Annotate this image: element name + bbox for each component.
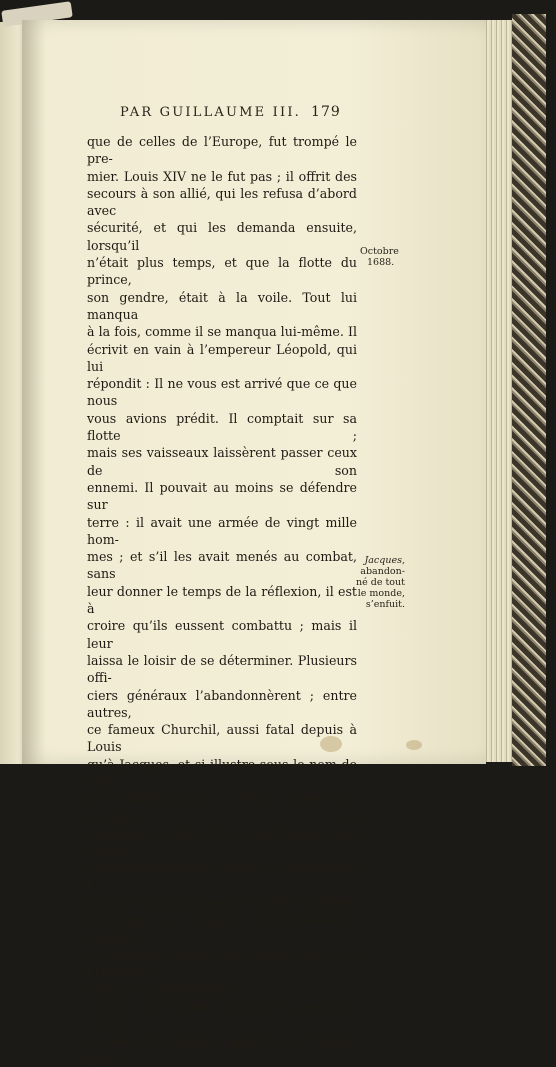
text-line: Anne, l’abandonnèrent. [87,981,237,997]
text-line: un de ses gendres, quitté par l’autre, ayant [87,1033,357,1066]
text-line: nant général dans l’armée ; cependant il le [87,860,357,893]
text-line: créature, le frère de sa maîtresse, son lieute- [87,825,357,859]
page-edges [484,20,514,762]
text-line: secours à son allié, qui les refusa d’abord avec [87,185,357,219]
text-line: de Marlborough. Il était favori de Jacques, sa [87,791,357,824]
paper-stain [406,740,422,750]
note-line: 1688. [367,257,395,268]
text-line: mes ; et s’il les avait menés au combat, sans [87,549,357,582]
text-line: sécurité, et qui les demanda ensuite, lorsqu’il [87,220,357,253]
text-line: d’Orange. Le prince de Danemarck, gendre [87,912,357,945]
text-line: ennemi. Il pouvait au moins se défendre sur [87,479,357,513]
text-line: Alors, se voyant attaqué et poursuivi par [99,998,357,1032]
text-line: écrivit en vain à l’empereur Léopold, qui lui [87,341,357,374]
note-line: s’enfuit. [365,599,405,610]
running-head-title: PAR GUILLAUME III. [120,105,302,120]
text-line: quitta, et passa dans le camp du prince [87,895,357,911]
text-line: mais ses vaisseaux laissèrent passer ceux de son [87,445,357,478]
text-line: croire qu’ils eussent combattu ; mais il leur [87,618,357,651]
note-line: né de tout [356,577,405,588]
body-text [87,133,357,1067]
text-line: de Jacques, enfin sa propre fille, la princesse [87,946,357,980]
text-line: vous avions prédit. Il comptait sur sa flotte ; [87,410,357,444]
text-line: mier. Louis XIV ne le fut pas ; il offrit des [87,168,357,184]
text-line: leur donner le temps de la réflexion, il est à [87,583,357,617]
running-header [120,104,360,124]
margin-note-jacques [356,555,405,610]
text-line: répondit : Il ne vous est arrivé que ce que nous [87,376,357,409]
text-line: qu’à Jacques, et si illustre sous le nom de duc [87,756,357,789]
book-cover-edge [512,14,546,766]
note-line: abandon- [360,566,405,577]
text-line: ciers généraux l’abandonnèrent ; entre autres, [87,687,357,720]
text-line: ce fameux Churchil, aussi fatal depuis à Louis [87,722,357,755]
note-line: Octobre [360,246,399,257]
text-line: terre : il avait une armée de vingt mille hom- [87,514,357,547]
note-line: le monde, [357,588,405,599]
margin-note-date [360,246,399,268]
text-line: à la fois, comme il se manqua lui-même. Il [87,324,357,340]
text-line: n’était plus temps, et que la flotte du prince, [87,255,357,288]
note-line: Jacques, [364,555,405,566]
text-line: son gendre, était à la voile. Tout lui manqua [87,289,357,322]
page-number: 179 [311,104,341,120]
text-line: laissa le loisir de se déterminer. Plusieurs offi- [87,652,357,686]
text-line: que de celles de l’Europe, fut trompé le pre- [87,134,357,167]
